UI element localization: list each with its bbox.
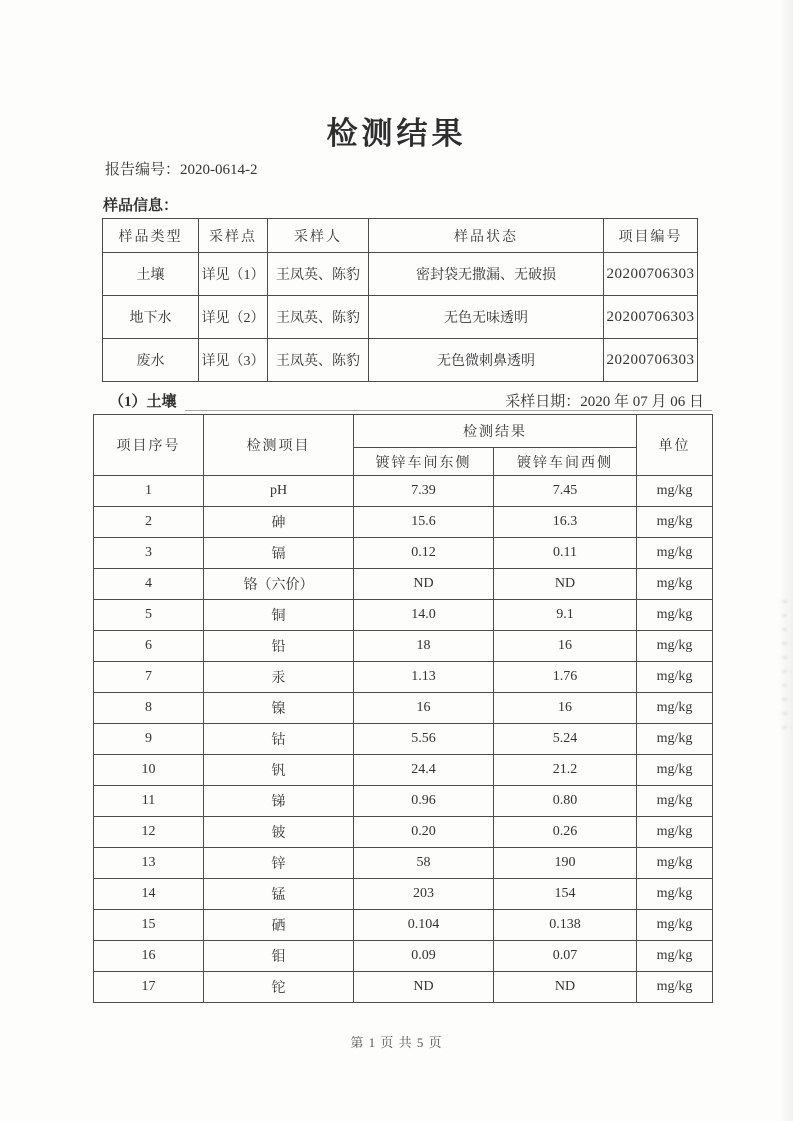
west-value: 9.1 xyxy=(494,600,637,631)
item-no: 14 xyxy=(94,879,204,910)
test-item: 钴 xyxy=(204,724,354,755)
test-item: 铅 xyxy=(204,631,354,662)
west-value: 0.26 xyxy=(494,817,637,848)
unit-value: mg/kg xyxy=(637,972,713,1003)
east-value: 0.20 xyxy=(354,817,494,848)
soil-result-table xyxy=(93,414,713,1003)
unit-value: mg/kg xyxy=(637,662,713,693)
sampler: 王凤英、陈豹 xyxy=(268,253,369,296)
test-item: 汞 xyxy=(204,662,354,693)
table-row xyxy=(94,755,713,786)
test-item: 硒 xyxy=(204,910,354,941)
east-value: 15.6 xyxy=(354,507,494,538)
item-no: 8 xyxy=(94,693,204,724)
sampling-point: 详见（1） xyxy=(199,253,268,296)
item-no: 10 xyxy=(94,755,204,786)
table-row xyxy=(94,941,713,972)
sample-table-header-row xyxy=(103,219,698,253)
col-header-east-side: 镀锌车间东侧 xyxy=(354,448,494,476)
east-value: 14.0 xyxy=(354,600,494,631)
west-value: 16 xyxy=(494,631,637,662)
item-no: 7 xyxy=(94,662,204,693)
west-value: 0.07 xyxy=(494,941,637,972)
col-header-result-group: 检测结果 xyxy=(354,415,637,448)
west-value: 154 xyxy=(494,879,637,910)
unit-value: mg/kg xyxy=(637,693,713,724)
scan-artifact xyxy=(782,600,787,730)
item-no: 6 xyxy=(94,631,204,662)
page-number: 第 1 页 共 5 页 xyxy=(350,1035,443,1050)
col-header-sample-state: 样品状态 xyxy=(369,219,604,253)
test-item: 铬（六价） xyxy=(204,569,354,600)
test-item: 镉 xyxy=(204,538,354,569)
sampler: 王凤英、陈豹 xyxy=(268,339,369,382)
test-item: 锌 xyxy=(204,848,354,879)
east-value: 16 xyxy=(354,693,494,724)
test-item: pH xyxy=(204,476,354,507)
west-value: 1.76 xyxy=(494,662,637,693)
east-value: 18 xyxy=(354,631,494,662)
east-value: 5.56 xyxy=(354,724,494,755)
col-header-test-item: 检测项目 xyxy=(204,415,354,476)
unit-value: mg/kg xyxy=(637,476,713,507)
west-value: 16.3 xyxy=(494,507,637,538)
west-value: 16 xyxy=(494,693,637,724)
unit-value: mg/kg xyxy=(637,755,713,786)
unit-value: mg/kg xyxy=(637,569,713,600)
table-row xyxy=(94,569,713,600)
test-item: 铍 xyxy=(204,817,354,848)
item-no: 5 xyxy=(94,600,204,631)
west-value: 7.45 xyxy=(494,476,637,507)
west-value: 5.24 xyxy=(494,724,637,755)
page-title: 检测结果 xyxy=(326,116,467,151)
item-no: 2 xyxy=(94,507,204,538)
west-value: ND xyxy=(494,569,637,600)
unit-value: mg/kg xyxy=(637,879,713,910)
east-value: 24.4 xyxy=(354,755,494,786)
test-item: 锑 xyxy=(204,786,354,817)
col-header-project-no: 项目编号 xyxy=(604,219,698,253)
table-row xyxy=(94,476,713,507)
col-header-west-side: 镀锌车间西侧 xyxy=(494,448,637,476)
soil-section-header xyxy=(93,390,712,411)
test-item: 锰 xyxy=(204,879,354,910)
table-row xyxy=(94,972,713,1003)
col-header-sampler: 采样人 xyxy=(268,219,369,253)
west-value: 21.2 xyxy=(494,755,637,786)
sample-type: 土壤 xyxy=(103,253,199,296)
table-row xyxy=(94,724,713,755)
east-value: 1.13 xyxy=(354,662,494,693)
table-row xyxy=(94,693,713,724)
test-item: 铜 xyxy=(204,600,354,631)
scan-artifact-line xyxy=(185,410,712,411)
east-value: 0.12 xyxy=(354,538,494,569)
unit-value: mg/kg xyxy=(637,910,713,941)
item-no: 3 xyxy=(94,538,204,569)
col-header-sample-type: 样品类型 xyxy=(103,219,199,253)
west-value: ND xyxy=(494,972,637,1003)
sampler: 王凤英、陈豹 xyxy=(268,296,369,339)
unit-value: mg/kg xyxy=(637,786,713,817)
sample-state: 无色无味透明 xyxy=(369,296,604,339)
test-item: 镍 xyxy=(204,693,354,724)
sample-row-groundwater xyxy=(103,296,698,339)
item-no: 15 xyxy=(94,910,204,941)
sample-type: 地下水 xyxy=(103,296,199,339)
table-row xyxy=(94,507,713,538)
table-row xyxy=(94,848,713,879)
east-value: ND xyxy=(354,972,494,1003)
item-no: 12 xyxy=(94,817,204,848)
unit-value: mg/kg xyxy=(637,538,713,569)
test-item: 钒 xyxy=(204,755,354,786)
east-value: 0.09 xyxy=(354,941,494,972)
table-row xyxy=(94,600,713,631)
col-header-item-no: 项目序号 xyxy=(94,415,204,476)
unit-value: mg/kg xyxy=(637,817,713,848)
unit-value: mg/kg xyxy=(637,724,713,755)
test-item: 钼 xyxy=(204,941,354,972)
sample-row-soil xyxy=(103,253,698,296)
west-value: 190 xyxy=(494,848,637,879)
east-value: 58 xyxy=(354,848,494,879)
project-no: 20200706303 xyxy=(604,296,698,339)
project-no: 20200706303 xyxy=(604,253,698,296)
sample-state: 密封袋无撒漏、无破损 xyxy=(369,253,604,296)
soil-table-header-row-1 xyxy=(94,415,713,448)
east-value: 0.104 xyxy=(354,910,494,941)
unit-value: mg/kg xyxy=(637,600,713,631)
item-no: 4 xyxy=(94,569,204,600)
item-no: 13 xyxy=(94,848,204,879)
east-value: 0.96 xyxy=(354,786,494,817)
west-value: 0.138 xyxy=(494,910,637,941)
test-item: 铊 xyxy=(204,972,354,1003)
test-item: 砷 xyxy=(204,507,354,538)
col-header-sampling-point: 采样点 xyxy=(199,219,268,253)
table-row xyxy=(94,817,713,848)
east-value: 7.39 xyxy=(354,476,494,507)
table-row xyxy=(94,786,713,817)
item-no: 16 xyxy=(94,941,204,972)
col-header-unit: 单位 xyxy=(637,415,713,476)
unit-value: mg/kg xyxy=(637,941,713,972)
project-no: 20200706303 xyxy=(604,339,698,382)
unit-value: mg/kg xyxy=(637,507,713,538)
sample-type: 废水 xyxy=(103,339,199,382)
sampling-date: 采样日期：2020 年 07 月 06 日 xyxy=(505,394,704,410)
item-no: 1 xyxy=(94,476,204,507)
unit-value: mg/kg xyxy=(637,631,713,662)
table-row xyxy=(94,538,713,569)
sample-info-heading: 样品信息： xyxy=(103,198,179,214)
report-number-line xyxy=(105,158,258,179)
west-value: 0.80 xyxy=(494,786,637,817)
west-value: 0.11 xyxy=(494,538,637,569)
table-row xyxy=(94,631,713,662)
east-value: ND xyxy=(354,569,494,600)
report-number-value: 2020-0614-2 xyxy=(180,162,258,178)
sample-state: 无色微刺鼻透明 xyxy=(369,339,604,382)
unit-value: mg/kg xyxy=(637,848,713,879)
sample-info-table xyxy=(102,218,698,382)
sampling-point: 详见（2） xyxy=(199,296,268,339)
east-value: 203 xyxy=(354,879,494,910)
soil-section-title: （1）土壤 xyxy=(109,394,177,410)
sample-row-wastewater xyxy=(103,339,698,382)
item-no: 17 xyxy=(94,972,204,1003)
table-row xyxy=(94,879,713,910)
table-row xyxy=(94,910,713,941)
sampling-point: 详见（3） xyxy=(199,339,268,382)
table-row xyxy=(94,662,713,693)
item-no: 9 xyxy=(94,724,204,755)
report-number-label: 报告编号： xyxy=(105,162,181,178)
item-no: 11 xyxy=(94,786,204,817)
